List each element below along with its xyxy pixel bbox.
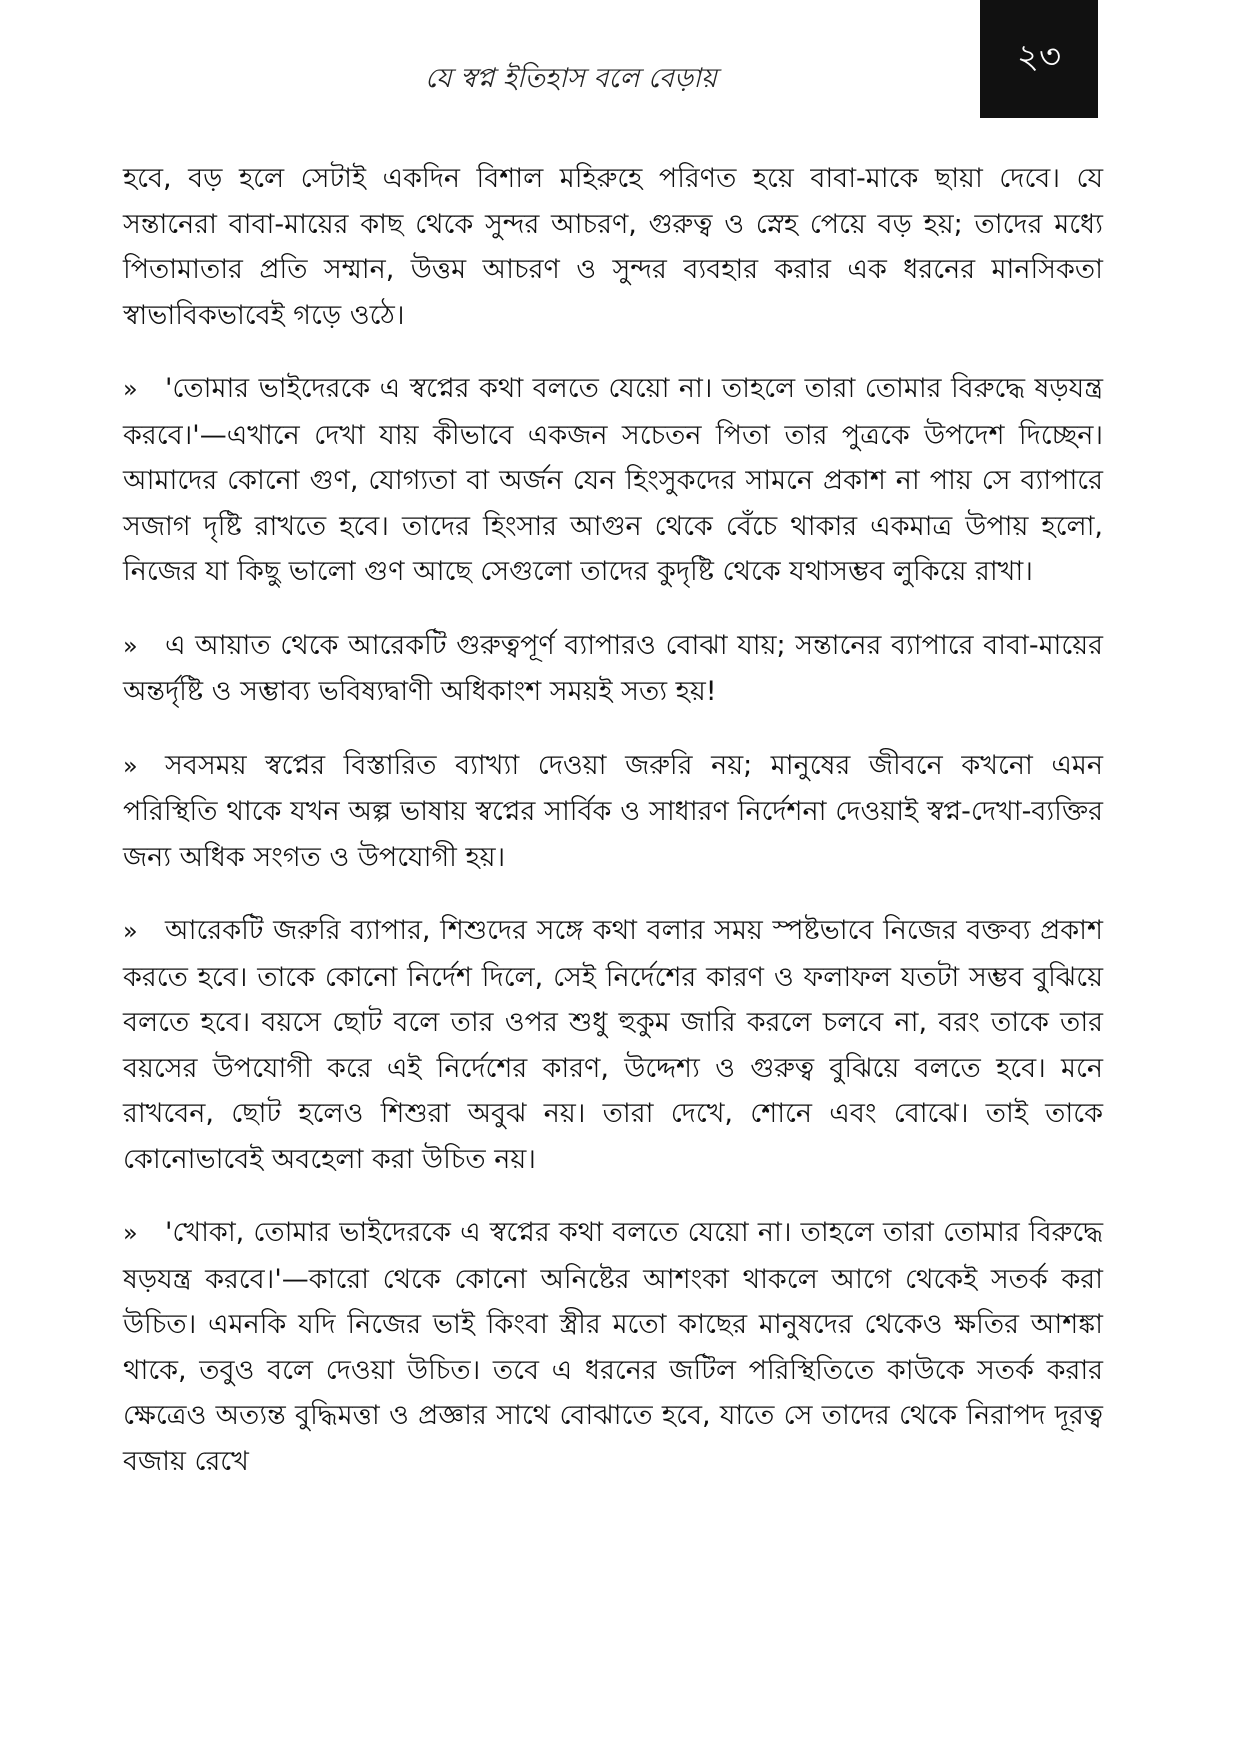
paragraph-text: এ আয়াত থেকে আরেকটি গুরুত্বপূর্ণ ব্যাপারও বোঝা যায়; সন্তানের ব্যাপারে বাবা-মায়ের অন্তর্দৃষ্টি ও সম্ভাব্য ভবিষ্যদ্বাণী অধিকাংশ সময়ই সত্য হয়! <box>123 629 1103 707</box>
paragraph-text: 'তোমার ভাইদেরকে এ স্বপ্নের কথা বলতে যেয়ো না। তাহলে তারা তোমার বিরুদ্ধে ষড়যন্ত্র করবে।'—এখানে দেখা যায় কীভাবে একজন সচেতন পিতা তার পুত্রকে উপদেশ দিচ্ছেন। আমাদের কোনো গুণ, যোগ্যতা বা অর্জন যেন হিংসুকদের সামনে প্রকাশ না পায় সে ব্যাপারে সজাগ দৃষ্টি রাখতে হবে। তাদের হিংসার আগুন থেকে বেঁচে থাকার একমাত্র উপায় হলো, নিজের যা কিছু ভালো গুণ আছে সেগুলো তাদের কুদৃষ্টি থেকে যথাসম্ভব লুকিয়ে রাখা। <box>123 373 1103 587</box>
paragraph-6 <box>123 1210 1103 1484</box>
body-text <box>123 156 1103 1512</box>
paragraph-text: হবে, বড় হলে সেটাই একদিন বিশাল মহিরুহে পরিণত হয়ে বাবা-মাকে ছায়া দেবে। যে সন্তানেরা বাবা-মায়ের কাছ থেকে সুন্দর আচরণ, গুরুত্ব ও স্নেহ পেয়ে বড় হয়; তাদের মধ্যে পিতামাতার প্রতি সম্মান, উত্তম আচরণ ও সুন্দর ব্যবহার করার এক ধরনের মানসিকতা স্বাভাবিকভাবেই গড়ে ওঠে। <box>123 163 1103 331</box>
paragraph-4 <box>123 743 1103 881</box>
bullet-marker: » <box>123 917 138 945</box>
bullet-marker: » <box>123 1219 138 1247</box>
paragraph-1 <box>123 156 1103 338</box>
bullet-marker: » <box>123 631 138 660</box>
paragraph-2 <box>123 366 1103 595</box>
page-header <box>0 0 1240 118</box>
paragraph-text: সবসময় স্বপ্নের বিস্তারিত ব্যাখ্যা দেওয়া জরুরি নয়; মানুষের জীবনে কখনো এমন পরিস্থিতি থাকে যখন অল্প ভাষায় স্বপ্নের সার্বিক ও সাধারণ নির্দেশনা দেওয়াই স্বপ্ন-দেখা-ব্যক্তির জন্য অধিক সংগত ও উপযোগী হয়। <box>123 749 1103 873</box>
paragraph-5 <box>123 908 1103 1182</box>
bullet-marker: » <box>123 375 138 403</box>
paragraph-text: 'খোকা, তোমার ভাইদেরকে এ স্বপ্নের কথা বলতে যেয়ো না। তাহলে তারা তোমার বিরুদ্ধে ষড়যন্ত্র করবে।'—কারো থেকে কোনো অনিষ্টের আশংকা থাকলে আগে থেকেই সতর্ক করা উচিত। এমনকি যদি নিজের ভাই কিংবা স্ত্রীর মতো কাছের মানুষদের থেকেও ক্ষতির আশঙ্কা থাকে, তবুও বলে দেওয়া উচিত। তবে এ ধরনের জটিল পরিস্থিতিতে কাউকে সতর্ক করার ক্ষেত্রেও অত্যন্ত বুদ্ধিমত্তা ও প্রজ্ঞার সাথে বোঝাতে হবে, যাতে সে তাদের থেকে নিরাপদ দূরত্ব বজায় রেখে <box>123 1217 1103 1477</box>
paragraph-text: আরেকটি জরুরি ব্যাপার, শিশুদের সঙ্গে কথা বলার সময় স্পষ্টভাবে নিজের বক্তব্য প্রকাশ করতে হবে। তাকে কোনো নির্দেশ দিলে, সেই নির্দেশের কারণ ও ফলাফল যতটা সম্ভব বুঝিয়ে বলতে হবে। বয়সে ছোট বলে তার ওপর শুধু হুকুম জারি করলে চলবে না, বরং তাকে তার বয়সের উপযোগী করে এই নির্দেশের কারণ, উদ্দেশ্য ও গুরুত্ব বুঝিয়ে বলতে হবে। মনে রাখবেন, ছোট হলেও শিশুরা অবুঝ নয়। তারা দেখে, শোনে এবং বোঝে। তাই তাকে কোনোভাবেই অবহেলা করা উচিত নয়। <box>123 915 1103 1175</box>
running-title: যে স্বপ্ন ইতিহাস বলে বেড়ায় <box>425 63 717 94</box>
page-number: ২৩ <box>980 0 1098 118</box>
paragraph-3 <box>123 623 1103 715</box>
bullet-marker: » <box>123 751 138 780</box>
